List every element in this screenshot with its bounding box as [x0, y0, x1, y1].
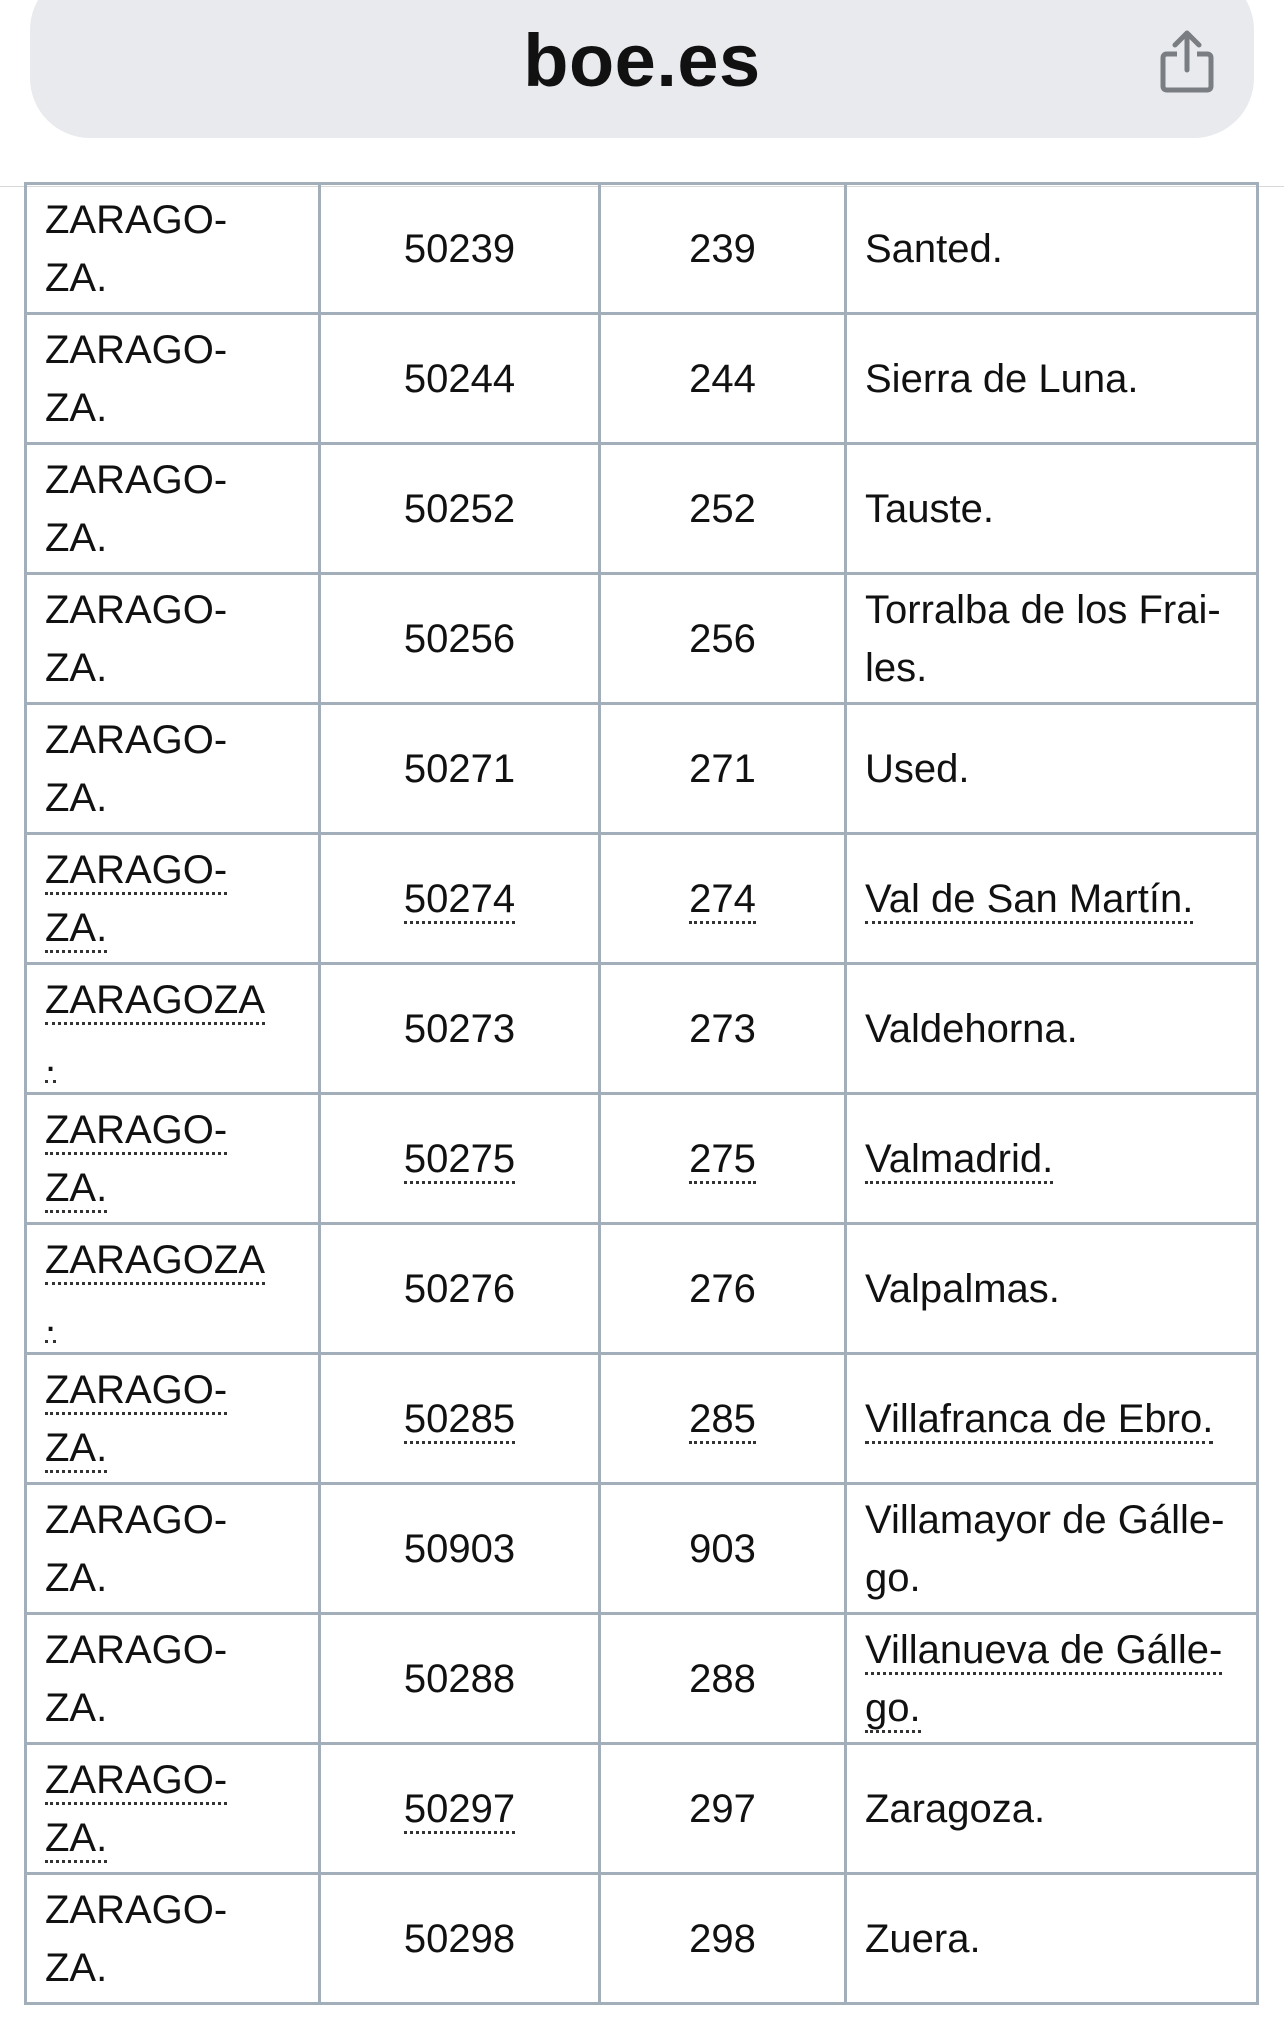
codigo-text: 50271	[403, 746, 516, 791]
municipio-text[interactable]	[865, 1621, 1236, 1737]
table-row	[26, 184, 1258, 314]
table-row	[26, 964, 1258, 1094]
numero-cell	[600, 704, 846, 834]
link-text-line[interactable]: 50274	[404, 877, 515, 924]
link-text-line[interactable]: 285	[689, 1397, 756, 1444]
codigo-cell	[320, 574, 600, 704]
provincia-cell	[26, 1094, 320, 1224]
numero-text: 244	[689, 356, 756, 401]
municipio-cell	[846, 314, 1258, 444]
link-text-line[interactable]: 50297	[404, 1787, 515, 1834]
municipio-cell	[846, 1484, 1258, 1614]
municipio-cell	[846, 1224, 1258, 1354]
data-table	[24, 182, 1259, 2005]
numero-text[interactable]	[601, 1130, 844, 1188]
link-text-line[interactable]: ZARAGO-	[45, 1108, 227, 1155]
link-text-line[interactable]: 50275	[404, 1137, 515, 1184]
municipio-text: Tauste.	[865, 486, 994, 531]
numero-text: 297	[689, 1786, 756, 1831]
numero-text: 903	[689, 1526, 756, 1571]
provincia-cell	[26, 834, 320, 964]
provincia-text: ZARAGO- ZA.	[45, 327, 228, 430]
provincia-cell	[26, 704, 320, 834]
table-row	[26, 1484, 1258, 1614]
municipio-cell	[846, 574, 1258, 704]
numero-cell	[600, 444, 846, 574]
numero-text: 239	[689, 226, 756, 271]
codigo-cell	[320, 1744, 600, 1874]
municipio-text: Used.	[865, 746, 970, 791]
link-text-line[interactable]: Villanueva de Gálle-	[865, 1628, 1222, 1675]
provincia-text[interactable]	[45, 1751, 318, 1867]
numero-text: 276	[689, 1266, 756, 1311]
municipio-cell	[846, 834, 1258, 964]
codigo-cell	[320, 1614, 600, 1744]
link-text-line[interactable]: 275	[689, 1137, 756, 1184]
provincia-text: ZARAGO- ZA.	[45, 587, 228, 690]
provincia-cell	[26, 1354, 320, 1484]
codigo-text: 50903	[403, 1526, 516, 1571]
link-text-line[interactable]: ZARAGO-	[45, 1758, 227, 1805]
provincia-cell	[26, 1614, 320, 1744]
codigo-cell	[320, 704, 600, 834]
link-text-line[interactable]: ZA.	[45, 906, 107, 953]
provincia-text: ZARAGO- ZA.	[45, 457, 228, 560]
numero-cell	[600, 1094, 846, 1224]
link-text-line[interactable]: ZA.	[45, 1816, 107, 1863]
codigo-cell	[320, 1874, 600, 2004]
provincia-text: ZARAGO- ZA.	[45, 197, 228, 300]
link-text-line[interactable]: Val de San Martín.	[865, 877, 1193, 924]
provincia-cell	[26, 1224, 320, 1354]
provincia-cell	[26, 1874, 320, 2004]
numero-text: 273	[689, 1006, 756, 1051]
table-row	[26, 1094, 1258, 1224]
codigo-text: 50239	[403, 226, 516, 271]
table-row	[26, 444, 1258, 574]
table-row	[26, 1354, 1258, 1484]
numero-text: 252	[689, 486, 756, 531]
municipio-text[interactable]	[865, 1390, 1236, 1448]
municipality-table	[24, 186, 1259, 2005]
codigo-text: 50276	[403, 1266, 516, 1311]
numero-text: 298	[689, 1916, 756, 1961]
municipio-cell	[846, 444, 1258, 574]
table-row	[26, 1224, 1258, 1354]
codigo-text: 50244	[403, 356, 516, 401]
provincia-cell	[26, 1484, 320, 1614]
link-text-line[interactable]: ZARAGO-	[45, 1368, 227, 1415]
numero-cell	[600, 834, 846, 964]
provincia-cell	[26, 444, 320, 574]
numero-text: 288	[689, 1656, 756, 1701]
numero-cell	[600, 1614, 846, 1744]
numero-cell	[600, 574, 846, 704]
municipio-cell	[846, 704, 1258, 834]
provincia-text: ZARAGO- ZA.	[45, 1627, 228, 1730]
numero-cell	[600, 1484, 846, 1614]
codigo-cell	[320, 314, 600, 444]
table-row	[26, 1614, 1258, 1744]
codigo-cell	[320, 964, 600, 1094]
link-text-line[interactable]: ZARAGOZA	[45, 978, 265, 1025]
provincia-text: ZARAGO- ZA.	[45, 717, 228, 820]
numero-cell	[600, 1354, 846, 1484]
municipio-cell	[846, 1614, 1258, 1744]
provincia-text[interactable]	[45, 1361, 318, 1477]
municipio-text: Zaragoza.	[865, 1786, 1046, 1831]
link-text-line[interactable]: ZA.	[45, 1166, 107, 1213]
codigo-text: 50298	[403, 1916, 516, 1961]
codigo-text: 50273	[403, 1006, 516, 1051]
municipio-text[interactable]	[865, 870, 1236, 928]
link-text-line[interactable]: 50285	[404, 1397, 515, 1444]
municipio-text: Villamayor de Gálle- go.	[865, 1497, 1225, 1600]
table-row	[26, 314, 1258, 444]
provincia-cell	[26, 1744, 320, 1874]
provincia-text: ZARAGO- ZA.	[45, 1887, 228, 1990]
provincia-cell	[26, 964, 320, 1094]
numero-cell	[600, 1874, 846, 2004]
provincia-cell	[26, 574, 320, 704]
provincia-cell	[26, 314, 320, 444]
link-text-line[interactable]: .	[45, 1296, 56, 1343]
municipio-text: Sierra de Luna.	[865, 356, 1139, 401]
address-bar-domain[interactable]: boe.es	[523, 19, 761, 102]
municipio-cell	[846, 964, 1258, 1094]
table-row	[26, 1874, 1258, 2004]
provincia-text[interactable]	[45, 1231, 318, 1347]
codigo-cell	[320, 1484, 600, 1614]
codigo-text[interactable]	[321, 870, 598, 928]
link-text-line[interactable]: ZARAGOZA	[45, 1238, 265, 1285]
codigo-cell	[320, 184, 600, 314]
provincia-text[interactable]	[45, 841, 318, 957]
link-text-line[interactable]: Villafranca de Ebro.	[865, 1397, 1213, 1444]
codigo-cell	[320, 1094, 600, 1224]
numero-cell	[600, 1744, 846, 1874]
table-row	[26, 704, 1258, 834]
municipio-cell	[846, 1744, 1258, 1874]
municipio-cell	[846, 1874, 1258, 2004]
link-text-line[interactable]: ZA.	[45, 1426, 107, 1473]
codigo-text: 50252	[403, 486, 516, 531]
provincia-text[interactable]	[45, 971, 318, 1087]
municipio-text: Zuera.	[865, 1916, 981, 1961]
municipio-text: Valpalmas.	[865, 1266, 1060, 1311]
municipio-cell	[846, 1354, 1258, 1484]
numero-text[interactable]	[601, 1390, 844, 1448]
provincia-text[interactable]	[45, 1101, 318, 1217]
numero-cell	[600, 1224, 846, 1354]
provincia-cell	[26, 184, 320, 314]
codigo-cell	[320, 444, 600, 574]
numero-cell	[600, 314, 846, 444]
numero-cell	[600, 184, 846, 314]
municipio-text: Torralba de los Frai- les.	[865, 587, 1221, 690]
municipio-text: Santed.	[865, 226, 1003, 271]
municipio-text: Valdehorna.	[865, 1006, 1078, 1051]
link-text-line[interactable]: go.	[865, 1686, 921, 1733]
share-icon[interactable]	[1159, 30, 1215, 94]
codigo-text: 50256	[403, 616, 516, 661]
table-row	[26, 834, 1258, 964]
codigo-text[interactable]	[321, 1390, 598, 1448]
municipio-cell	[846, 1094, 1258, 1224]
link-text-line[interactable]: ZARAGO-	[45, 848, 227, 895]
numero-text: 256	[689, 616, 756, 661]
numero-text[interactable]	[601, 870, 844, 928]
numero-cell	[600, 964, 846, 1094]
table-row	[26, 1744, 1258, 1874]
codigo-cell	[320, 1224, 600, 1354]
link-text-line[interactable]: 274	[689, 877, 756, 924]
browser-toolbar	[0, 0, 1284, 187]
codigo-cell	[320, 1354, 600, 1484]
provincia-text: ZARAGO- ZA.	[45, 1497, 228, 1600]
codigo-cell	[320, 834, 600, 964]
codigo-text[interactable]	[321, 1780, 598, 1838]
table-row	[26, 574, 1258, 704]
municipio-cell	[846, 184, 1258, 314]
municipio-text[interactable]	[865, 1130, 1236, 1188]
codigo-text[interactable]	[321, 1130, 598, 1188]
numero-text: 271	[689, 746, 756, 791]
link-text-line[interactable]: Valmadrid.	[865, 1137, 1053, 1184]
codigo-text: 50288	[403, 1656, 516, 1701]
link-text-line[interactable]: .	[45, 1036, 56, 1083]
